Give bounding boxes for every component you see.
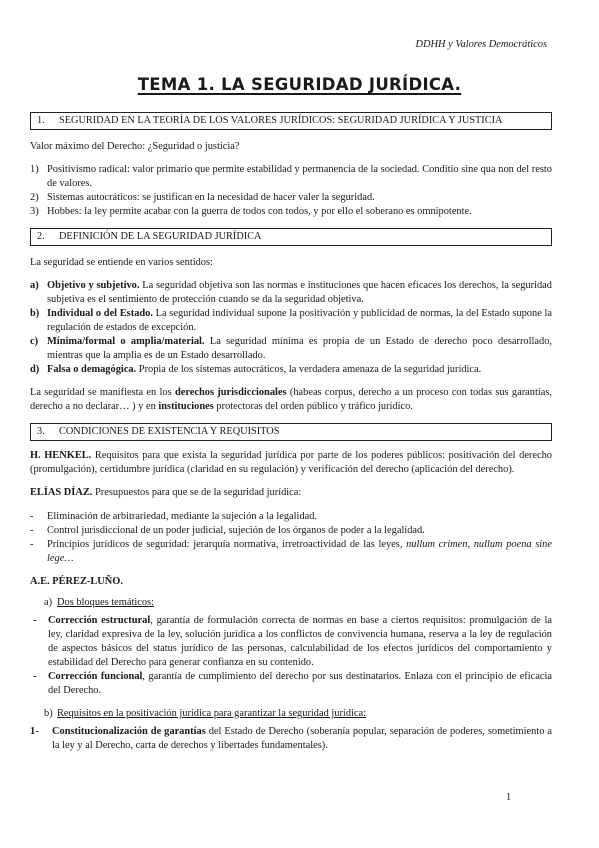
list-item-text: La seguridad objetiva son las normas e instituciones que hacen eficaces los derechos, la seguridad subjetiva es el sentimiento de protección cuando se da la seguridad objetiva. <box>47 280 552 306</box>
section-2-closing <box>30 386 552 414</box>
list-item-text: del Estado de Derecho (soberanía popular, separación de poderes, sometimiento a la ley y al Derecho, carta de derechos y libertades fundamentales). <box>52 726 552 752</box>
author-name: A.E. PÉREZ-LUÑO. <box>30 575 123 587</box>
section-3-number: 3. <box>37 426 45 438</box>
list-item <box>30 307 552 335</box>
list-item-text: Principios jurídicos de seguridad: jerarquía normativa, irretroactividad de las leyes, <box>47 538 407 550</box>
list-item <box>30 538 552 566</box>
list-item-term: Objetivo y subjetivo. <box>47 280 140 292</box>
section-2-number: 2. <box>37 231 45 243</box>
list-item-text: , garantía de formulación correcta de normas en base a ciertos requisitos: promulgación de la ley, claridad expresiva de la ley, solución jurídica a los conflictos de convivencia humana, reserva a la ley de regulación de aspectos básicos del status jurídico de las personas, calculabilidad de los efectos jurídicos del comportamiento y estabilidad del Derecho para generar confianza en su contenido. <box>48 614 552 668</box>
closing-text: (habeas corpus, derecho a un proceso con todas sus garantías, derecho a no declarar… ) y en <box>30 387 552 413</box>
list-marker: 1- <box>30 726 39 738</box>
list-marker: a) <box>30 280 39 292</box>
section-3-heading <box>30 423 552 441</box>
list-item-text: La seguridad individual supone la positivación y publicidad de normas, la del Estado supone la regulación de estados de excepción. <box>47 308 553 334</box>
list-item-term: Individual o del Estado. <box>47 308 153 320</box>
list-item <box>30 363 552 377</box>
list-item-term: Mínima/formal o amplia/material. <box>47 336 205 348</box>
sub-title: Dos bloques temáticos: <box>57 596 154 608</box>
list-item <box>30 614 552 670</box>
list-marker: - <box>30 538 34 550</box>
list-item-text: Sistemas autocráticos: se justifican en la necesidad de hacer valer la seguridad. <box>47 192 375 204</box>
document-title: TEMA 1. LA SEGURIDAD JURÍDICA. <box>137 75 462 94</box>
sub-title: Requisitos en la positivación jurídica para garantizar la seguridad jurídica: <box>57 708 367 720</box>
list-marker: - <box>33 670 37 682</box>
perez-subheading-a <box>30 596 552 610</box>
henkel-paragraph <box>30 449 552 477</box>
list-item <box>30 670 552 698</box>
list-item <box>30 510 552 524</box>
diaz-list <box>30 510 552 566</box>
list-marker: b) <box>30 308 40 320</box>
section-1-heading <box>30 112 552 130</box>
sub-marker: a) <box>44 596 53 608</box>
list-item-text: Positivismo radical: valor primario que permite estabilidad y permanencia de la sociedad. Conditio sine qua non del resto de valores. <box>47 163 552 189</box>
section-1-number: 1. <box>37 115 45 126</box>
section-2-heading <box>30 228 552 246</box>
author-name: H. HENKEL. <box>30 450 92 462</box>
list-item-term: Corrección funcional <box>48 670 143 682</box>
list-item <box>30 191 552 205</box>
section-3-title: CONDICIONES DE EXISTENCIA Y REQUISITOS <box>59 426 280 438</box>
list-item <box>30 524 552 538</box>
sub-marker: b) <box>44 708 53 720</box>
list-item-text: Hobbes: la ley permite acabar con la guerra de todos con todos, y por ello el soberano es omnipotente. <box>47 206 472 218</box>
list-item <box>30 163 552 191</box>
section-2-list <box>30 279 552 377</box>
list-marker: - <box>30 524 34 536</box>
list-item <box>30 205 552 219</box>
perez-list-a <box>30 614 552 698</box>
list-item-text: Eliminación de arbitrariedad, mediante la sujeción a la legalidad. <box>47 510 318 522</box>
section-2-intro: La seguridad se entiende en varios sentidos: <box>30 257 213 269</box>
paragraph-text: Presupuestos para que se de la seguridad jurídica: <box>92 487 302 499</box>
closing-term: derechos jurisdiccionales <box>174 387 287 399</box>
perez-list-b <box>30 725 552 753</box>
closing-text: La seguridad se manifiesta en los <box>30 387 175 399</box>
perez-heading <box>30 575 552 589</box>
list-marker: d) <box>30 364 40 376</box>
document-body <box>30 112 552 762</box>
diaz-paragraph <box>30 486 552 500</box>
list-marker: c) <box>30 336 39 348</box>
list-item-term: Falsa o demagógica. <box>47 364 137 376</box>
list-item <box>30 279 552 307</box>
section-1-title: SEGURIDAD EN LA TEORÍA DE LOS VALORES JURÍDICOS: SEGURIDAD JURÍDICA Y JUSTICIA <box>59 115 503 126</box>
list-item-text: , garantía de cumplimiento del derecho por sus destinatarios. Enlaza con el principio de eficacia del Derecho. <box>48 670 552 697</box>
list-item-term: Constitucionalización de garantías <box>52 726 206 738</box>
list-item-text: Propia de los sistemas autocráticos, la verdadera amenaza de la seguridad jurídica. <box>136 364 482 376</box>
list-item-italic: nullum crimen, nullum poena sine lege… <box>47 538 552 564</box>
list-item <box>30 335 552 363</box>
list-item-term: Corrección estructural <box>48 614 151 626</box>
list-marker: - <box>30 510 34 522</box>
list-item-text: La seguridad mínima es propia de un Estado de derecho poco desarrollado, mientras que la amplia es de un Estado desarrollado. <box>47 336 552 362</box>
perez-subheading-b <box>30 707 552 721</box>
section-1-list <box>30 163 552 219</box>
closing-text: protectoras del orden público y tráfico jurídico. <box>213 401 413 413</box>
list-item-text: Control jurisdiccional de un poder judicial, sujeción de los órganos de poder a la legalidad. <box>47 524 425 536</box>
list-marker: 1) <box>30 163 39 175</box>
section-2-title: DEFINICIÓN DE LA SEGURIDAD JURÍDICA <box>59 231 262 243</box>
running-header: DDHH y Valores Democráticos <box>415 39 547 50</box>
list-item <box>30 725 552 753</box>
closing-term: instituciones <box>158 401 214 413</box>
page-number: 1 <box>506 792 512 803</box>
paragraph-text: Requisitos para que exista la seguridad jurídica por parte de los poderes públicos: positivación del derecho (promulgación), certidumbre jurídica (claridad en su regulación) y verificación del derecho (aplicación del derecho). <box>30 450 553 476</box>
list-marker: 3) <box>30 206 39 218</box>
author-name: ELÍAS DÍAZ. <box>30 487 93 499</box>
list-marker: 2) <box>30 192 39 204</box>
list-marker: - <box>33 614 37 626</box>
section-1-intro: Valor máximo del Derecho: ¿Seguridad o justicia? <box>30 140 240 152</box>
